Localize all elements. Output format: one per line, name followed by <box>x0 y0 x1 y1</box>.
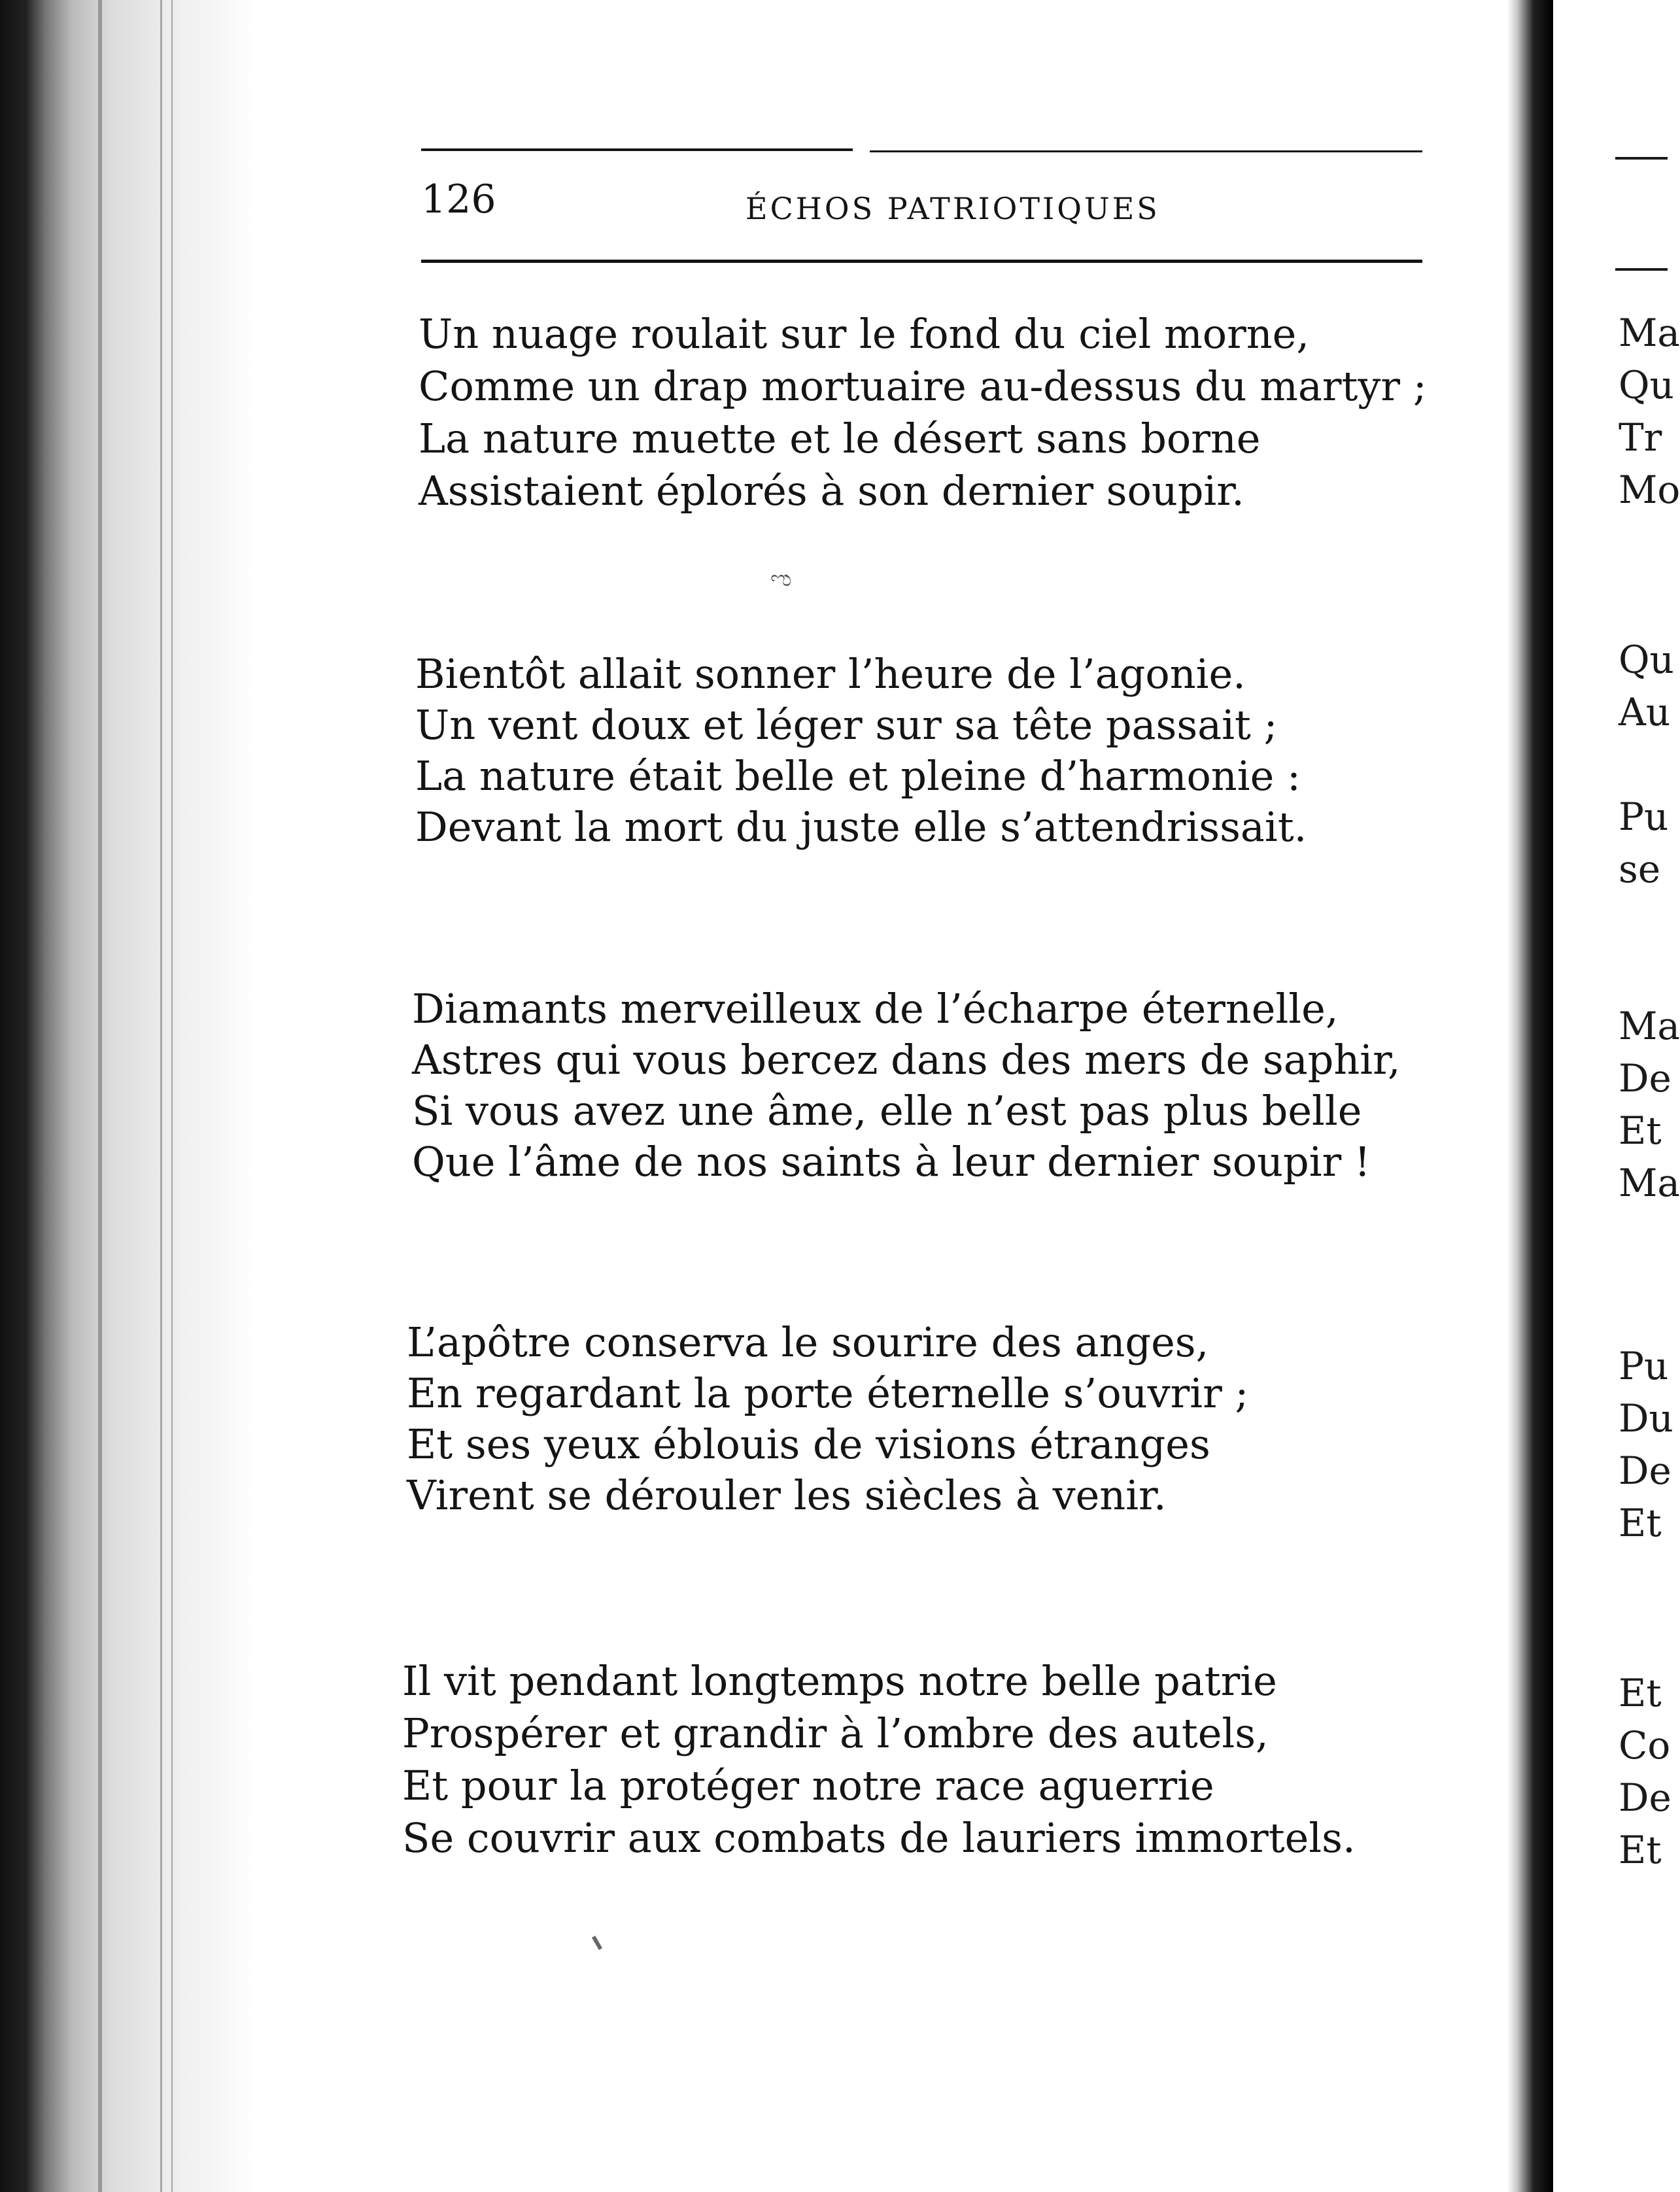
verse-line: Se couvrir aux combats de lauriers immortels. <box>402 1814 1356 1862</box>
verse-line: La nature était belle et pleine d’harmonie : <box>415 752 1301 800</box>
verse-line: Prospérer et grandir à l’ombre des autels, <box>402 1709 1269 1757</box>
book-page <box>255 0 1507 2192</box>
facing-page-fragment: Pu <box>1619 795 1669 839</box>
facing-page-fragment: Co <box>1619 1723 1671 1768</box>
verse-line: Un nuage roulait sur le fond du ciel morne, <box>419 310 1310 358</box>
facing-page-fragment: Au <box>1619 690 1671 734</box>
ornament-mark: ಌ <box>770 566 792 592</box>
book-gutter <box>1507 0 1553 2192</box>
facing-page-fragment: Qu <box>1619 363 1674 407</box>
verse-line: Bientôt allait sonner l’heure de l’agonie. <box>415 650 1246 698</box>
running-head: ÉCHOS PATRIOTIQUES <box>746 191 1160 226</box>
facing-page-fragment: Du <box>1619 1396 1673 1441</box>
facing-page-fragment: Mo <box>1619 468 1680 512</box>
verse-line: Et pour la protéger notre race aguerrie <box>402 1762 1214 1809</box>
header-rule-top-right <box>870 150 1422 152</box>
facing-page <box>1553 0 1680 2192</box>
header-rule-bottom <box>421 260 1422 263</box>
verse-line: Comme un drap mortuaire au-dessus du martyr ; <box>419 362 1427 410</box>
facing-rule-top <box>1615 157 1668 160</box>
spine-streak <box>171 0 173 2192</box>
verse-line: Diamants merveilleux de l’écharpe éternelle, <box>412 985 1339 1033</box>
facing-page-fragment: Et <box>1619 1671 1662 1715</box>
facing-page-fragment: De <box>1619 1056 1671 1101</box>
verse-line: Que l’âme de nos saints à leur dernier soupir ! <box>412 1138 1371 1186</box>
ink-speck <box>592 1936 602 1950</box>
spine-streak <box>160 0 162 2192</box>
verse-line: L’apôtre conserva le sourire des anges, <box>407 1318 1209 1366</box>
spine-streak <box>98 0 102 2192</box>
facing-page-fragment: Qu <box>1619 638 1674 682</box>
facing-page-fragment: Et <box>1619 1828 1662 1872</box>
facing-page-fragment: Ma <box>1619 1004 1680 1048</box>
facing-rule-bottom <box>1615 268 1668 271</box>
verse-line: Il vit pendant longtemps notre belle patrie <box>402 1657 1277 1705</box>
facing-page-fragment: Pu <box>1619 1344 1669 1388</box>
verse-line: Assistaient éplorés à son dernier soupir. <box>419 467 1244 515</box>
facing-page-fragment: Et <box>1619 1501 1662 1545</box>
verse-line: Virent se dérouler les siècles à venir. <box>407 1471 1167 1519</box>
facing-page-fragment: Tr <box>1619 415 1662 460</box>
verse-line: Un vent doux et léger sur sa tête passait ; <box>415 701 1278 749</box>
facing-page-fragment: Ma <box>1619 311 1680 355</box>
facing-page-fragment: se <box>1619 847 1661 891</box>
verse-line: Si vous avez une âme, elle n’est pas plus belle <box>412 1087 1362 1135</box>
facing-page-fragment: Ma <box>1619 1161 1680 1205</box>
verse-line: Devant la mort du juste elle s’attendrissait. <box>415 803 1307 851</box>
facing-page-fragment: De <box>1619 1775 1671 1820</box>
facing-page-fragment: De <box>1619 1448 1671 1493</box>
verse-line: Et ses yeux éblouis de visions étranges <box>407 1420 1210 1468</box>
book-spine <box>0 0 255 2192</box>
verse-line: En regardant la porte éternelle s’ouvrir ; <box>407 1369 1249 1417</box>
header-rule-top-left <box>421 148 853 151</box>
verse-line: La nature muette et le désert sans borne <box>419 415 1261 462</box>
facing-page-fragment: Et <box>1619 1108 1662 1153</box>
verse-line: Astres qui vous bercez dans des mers de saphir, <box>412 1036 1401 1084</box>
page-number: 126 <box>421 177 496 222</box>
